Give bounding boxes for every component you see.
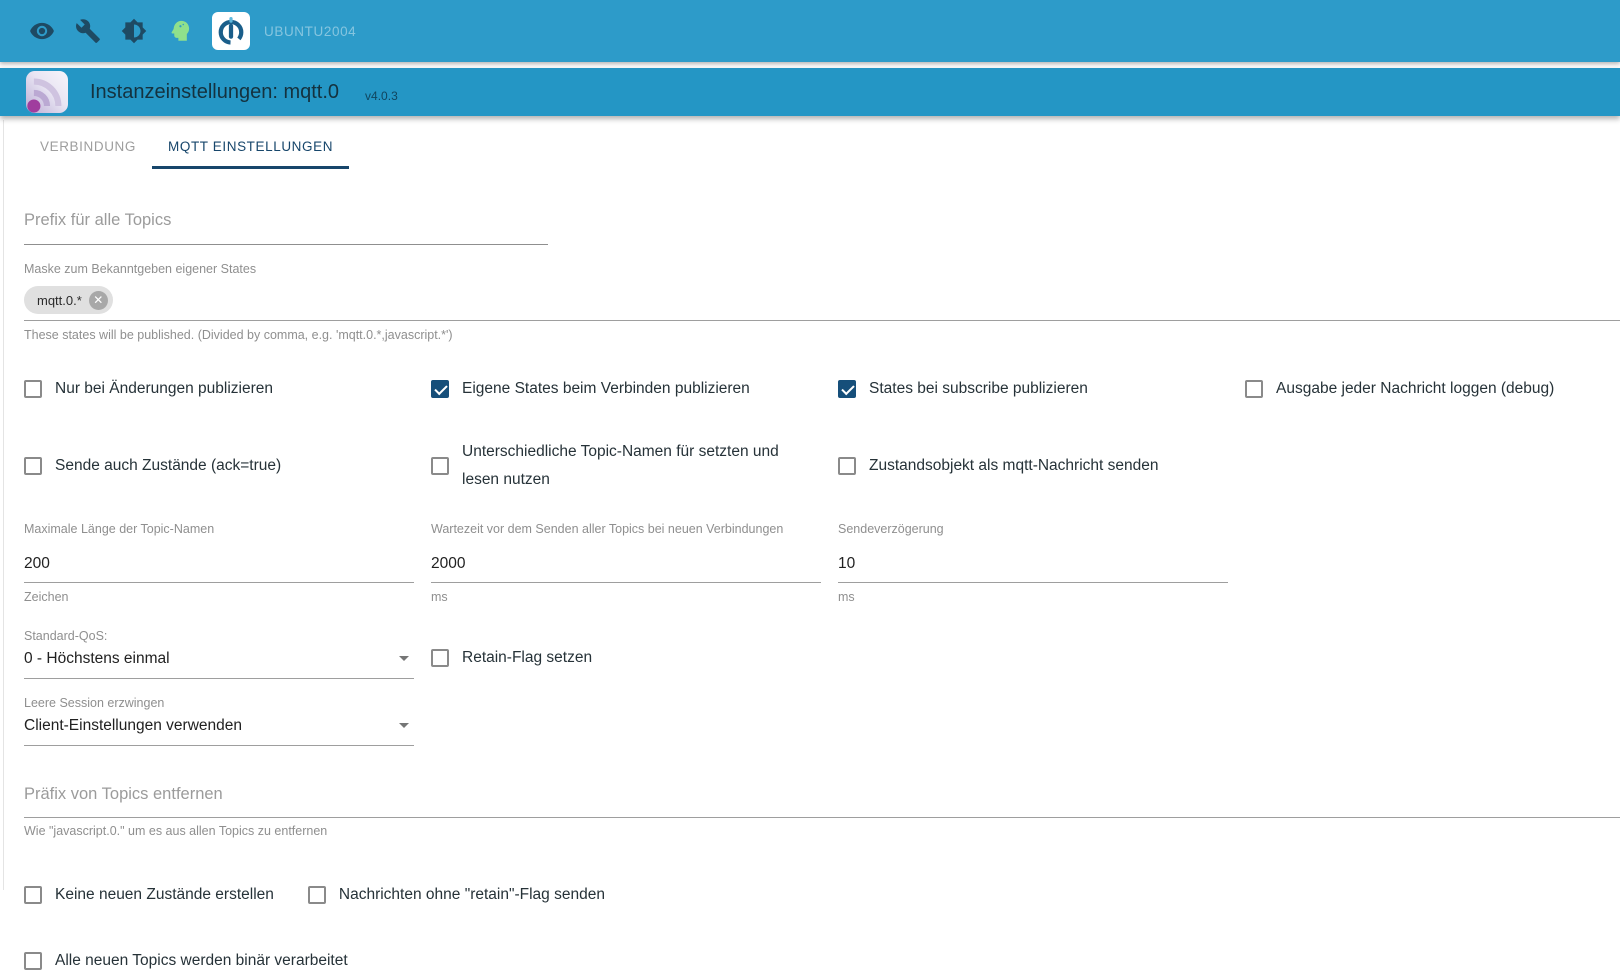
wrench-icon[interactable]: [74, 17, 102, 45]
send-interval-unit: ms: [431, 589, 448, 604]
clean-session-value: Client-Einstellungen verwenden: [24, 716, 242, 734]
checkbox-no-new-states[interactable]: Keine neuen Zustände erstellen: [24, 881, 274, 909]
checkbox-send-state-object[interactable]: Zustandsobjekt als mqtt-Nachricht senden: [838, 438, 1245, 494]
max-topic-length-unit: Zeichen: [24, 589, 69, 604]
checkbox-icon[interactable]: [24, 380, 42, 398]
hostname-label: UBUNTU2004: [264, 23, 357, 39]
mqtt-adapter-icon: [26, 71, 68, 113]
chip-delete-icon[interactable]: ✕: [89, 291, 108, 310]
instance-header: [0, 68, 1620, 116]
checkbox-different-topic-names[interactable]: Unterschiedliche Topic-Namen für setzten und lesen nutzen: [431, 438, 838, 494]
remove-prefix-label: Präfix von Topics entfernen: [24, 784, 223, 803]
chevron-down-icon: [399, 723, 409, 728]
chevron-down-icon: [399, 656, 409, 661]
publish-options-grid: [24, 375, 1620, 494]
adapter-version: v4.0.3: [365, 88, 398, 103]
checkbox-binary-topics[interactable]: Alle neuen Topics werden binär verarbeitet: [24, 947, 348, 974]
remove-prefix-field[interactable]: [24, 785, 1620, 838]
default-qos-value: 0 - Höchstens einmal: [24, 649, 170, 667]
numeric-fields-row: [24, 522, 1620, 604]
remove-prefix-underline: [24, 817, 1620, 818]
bottom-checkbox-row-1: [24, 881, 1620, 909]
default-qos-label: Standard-QoS:: [24, 628, 108, 643]
clean-session-select[interactable]: [24, 696, 414, 746]
page-title: Instanzeinstellungen: mqtt.0: [90, 80, 340, 103]
head-icon[interactable]: [166, 17, 194, 45]
checkbox-publish-own-states-on-connect[interactable]: Eigene States beim Verbinden publizieren: [431, 375, 838, 403]
checkbox-publish-on-change[interactable]: Nur bei Änderungen publizieren: [24, 375, 431, 403]
brightness-icon[interactable]: [120, 17, 148, 45]
checkbox-icon[interactable]: [24, 457, 42, 475]
send-interval-input[interactable]: 2000: [431, 555, 821, 583]
send-delay-label: Sendeverzögerung: [838, 521, 944, 536]
publish-mask-field: [24, 262, 1620, 342]
tab-mqtt-einstellungen[interactable]: MQTT EINSTELLUNGEN: [152, 126, 349, 169]
eye-icon[interactable]: [28, 17, 56, 45]
checkbox-send-ack-states[interactable]: Sende auch Zustände (ack=true): [24, 438, 431, 494]
checkbox-debug-log[interactable]: Ausgabe jeder Nachricht loggen (debug): [1245, 375, 1614, 403]
prefix-all-topics-underline: [24, 244, 548, 245]
max-topic-length-label: Maximale Länge der Topic-Namen: [24, 521, 215, 536]
send-interval-field: [431, 522, 838, 604]
checkbox-icon[interactable]: [24, 886, 42, 904]
send-delay-input[interactable]: 10: [838, 555, 1228, 583]
checkbox-retain-flag[interactable]: Retain-Flag setzen: [431, 644, 1620, 672]
iobroker-logo[interactable]: [212, 12, 250, 50]
checkbox-icon[interactable]: [308, 886, 326, 904]
bottom-checkbox-row-2: [24, 947, 1620, 974]
checkbox-icon[interactable]: [431, 649, 449, 667]
checkbox-icon[interactable]: [838, 380, 856, 398]
checkbox-publish-states-on-subscribe[interactable]: States bei subscribe publizieren: [838, 375, 1245, 403]
publish-mask-input[interactable]: [24, 285, 1620, 315]
checkbox-icon[interactable]: [431, 457, 449, 475]
max-topic-length-field: [24, 522, 431, 604]
send-interval-label: Wartezeit vor dem Senden aller Topics bei neuen Verbindungen: [431, 521, 784, 536]
qos-row: [24, 629, 1620, 679]
checkbox-icon[interactable]: [24, 952, 42, 970]
send-delay-field: [838, 522, 1245, 604]
publish-mask-label: Maske zum Bekanntgeben eigener States: [24, 262, 257, 276]
publish-mask-underline: [24, 320, 1620, 321]
browser-toolbar: [0, 0, 1620, 62]
tab-bar: [24, 116, 1620, 169]
mask-chip[interactable]: [24, 286, 113, 314]
remove-prefix-helper: Wie "javascript.0." um es aus allen Topics zu entfernen: [24, 823, 328, 838]
clean-session-label: Leere Session erzwingen: [24, 695, 165, 710]
prefix-all-topics-label: Prefix für alle Topics: [24, 211, 172, 229]
send-delay-unit: ms: [838, 589, 855, 604]
default-qos-select[interactable]: [24, 629, 414, 679]
mask-chip-label: mqtt.0.*: [37, 292, 82, 308]
checkbox-icon[interactable]: [1245, 380, 1263, 398]
settings-content: [0, 116, 1620, 974]
checkbox-no-retain-flag[interactable]: Nachrichten ohne "retain"-Flag senden: [308, 881, 605, 909]
publish-mask-helper: These states will be published. (Divided by comma, e.g. 'mqtt.0.*,javascript.*'): [24, 328, 453, 342]
checkbox-icon[interactable]: [431, 380, 449, 398]
max-topic-length-input[interactable]: 200: [24, 555, 414, 583]
tab-verbindung[interactable]: VERBINDUNG: [40, 139, 137, 154]
prefix-all-topics-field[interactable]: [24, 211, 548, 245]
checkbox-icon[interactable]: [838, 457, 856, 475]
